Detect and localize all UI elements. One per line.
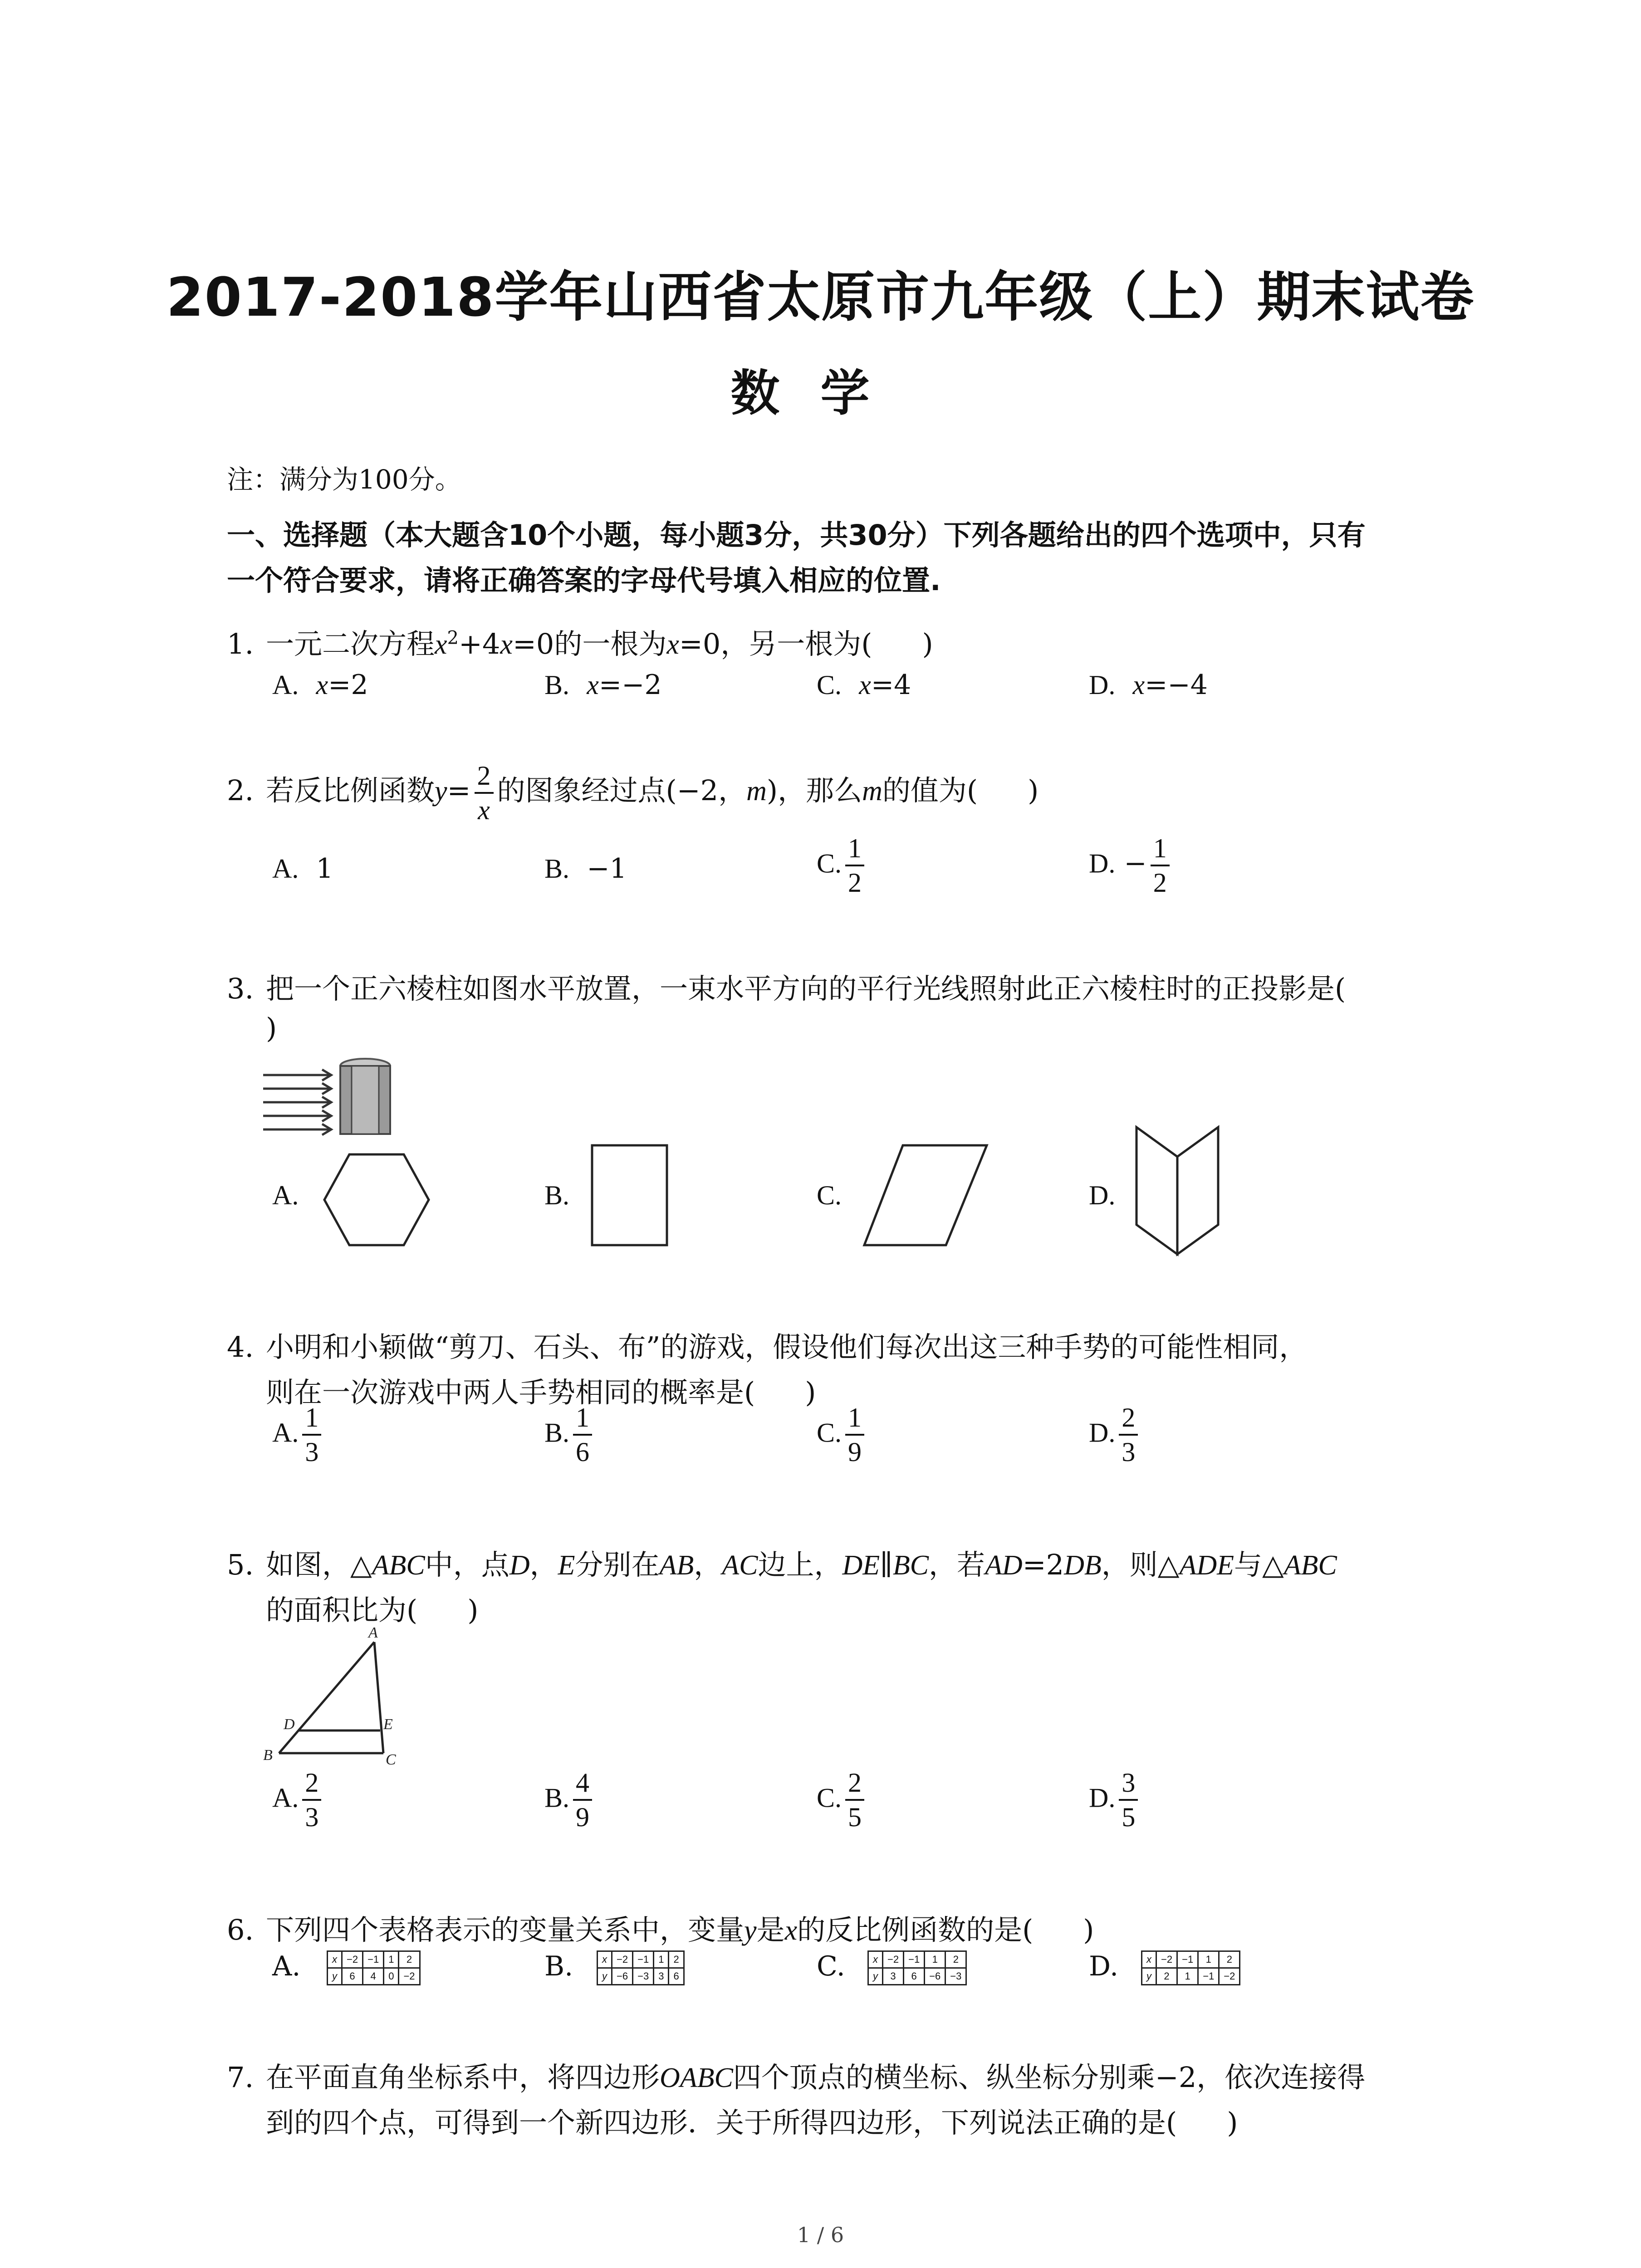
question-7-line2: 到的四个点，可得到一个新四边形．关于所得四边形，下列说法正确的是( )	[266, 2106, 1238, 2139]
triangle-figure	[263, 1624, 408, 1768]
hexagon-icon	[322, 1152, 431, 1247]
q1-text: 一元二次方程	[266, 627, 435, 660]
question-number: 3.	[227, 972, 254, 1005]
q3-option-a[interactable]: A.	[272, 1180, 299, 1210]
q1-option-a[interactable]: A. x=2	[272, 669, 368, 701]
question-4: 4. 小明和小颖做“剪刀、石头、布”的游戏，假设他们每次出这三种手势的可能性相同，	[227, 1330, 1308, 1364]
question-5-line2: 的面积比为( )	[266, 1593, 479, 1627]
q3-option-b[interactable]: B.	[544, 1180, 570, 1210]
q6-option-d-table: x −2 −1 1 2 y 2 1 −1 −2	[1141, 1950, 1240, 1985]
hex-prism-figure	[263, 1057, 413, 1139]
q4-option-d[interactable]: D. $\frac{2}{3}$	[1089, 1404, 1141, 1466]
q6-option-b-letter[interactable]: B.	[544, 1950, 573, 1982]
question-number: 7.	[227, 2061, 254, 2094]
q6-option-b-table: x −2 −1 1 2 y −6 −3 3 6	[597, 1950, 685, 1985]
rectangle-icon	[590, 1143, 671, 1247]
label-c: C	[386, 1751, 396, 1768]
question-5: 5. 如图，△ABC中，点D，E分别在AB，AC边上，DE∥BC，若AD=2DB，则△ADE与△ABC	[227, 1548, 1337, 1581]
q4-option-a[interactable]: A. $\frac{1}{3}$	[272, 1404, 325, 1466]
q1-option-b[interactable]: B. x=−2	[544, 669, 662, 701]
page-number: 1 / 6	[797, 2223, 844, 2247]
question-1: 1. 一元二次方程$x^2+4x=0$的一根为x=0，另一根为( )	[227, 627, 933, 660]
label-b: B	[263, 1747, 273, 1764]
question-6: 6. 下列四个表格表示的变量关系中，变量y是x的反比例函数的是( )	[227, 1913, 1094, 1946]
question-3: 3. 把一个正六棱柱如图水平放置，一束水平方向的平行光线照射此正六棱柱时的正投影是(	[227, 972, 1346, 1005]
question-number: 5.	[227, 1548, 254, 1581]
folded-rectangles-icon	[1134, 1125, 1220, 1256]
question-number: 2.	[227, 774, 254, 807]
q6-option-c-table: x −2 −1 1 2 y 3 6 −6 −3	[867, 1950, 967, 1985]
question-4-line2: 则在一次游戏中两人手势相同的概率是( )	[266, 1376, 816, 1409]
subject-title: 数学	[730, 365, 911, 422]
question-number: 4.	[227, 1330, 254, 1364]
question-7: 7. 在平面直角坐标系中，将四边形OABC四个顶点的横坐标、纵坐标分别乘−2，依次连接得	[227, 2061, 1366, 2094]
question-number: 6.	[227, 1913, 254, 1946]
section-heading-line2: 一个符合要求，请将正确答案的字母代号填入相应的位置.	[227, 564, 941, 597]
label-a: A	[368, 1624, 378, 1641]
q5-option-b[interactable]: B. $\frac{4}{9}$	[544, 1769, 596, 1831]
q4-option-b[interactable]: B. $\frac{1}{6}$	[544, 1404, 596, 1466]
q1-option-c[interactable]: C. x=4	[817, 669, 911, 701]
score-note: 注：满分为100分。	[227, 464, 461, 495]
q2-option-b[interactable]: B. −1	[544, 853, 627, 885]
fraction: $\frac{2}{x}$	[475, 762, 494, 824]
q6-option-c-letter[interactable]: C.	[817, 1950, 845, 1982]
exam-title: 2017-2018学年山西省太原市九年级（上）期末试卷	[166, 266, 1475, 328]
q6-option-a-table: x −2 −1 1 2 y 6 4 0 −2	[327, 1950, 421, 1985]
question-number: 1.	[227, 627, 254, 660]
question-2: 2. 若反比例函数y= $\frac{2}{x}$ 的图象经过点(−2，m)，那么m的值为( )	[227, 761, 1039, 825]
q6-option-d-letter[interactable]: D.	[1089, 1950, 1119, 1982]
q2-option-c[interactable]: C. $\frac{1}{2}$	[817, 835, 868, 896]
q1-option-d[interactable]: D. x=−4	[1089, 669, 1208, 701]
section-heading-line1: 一、选择题（本大题含10个小题，每小题3分，共30分）下列各题给出的四个选项中，只有	[227, 518, 1366, 552]
q6-option-a-letter[interactable]: A.	[272, 1950, 301, 1982]
q3-option-c[interactable]: C.	[817, 1180, 842, 1210]
parallelogram-icon	[862, 1143, 989, 1247]
q5-option-a[interactable]: A. $\frac{2}{3}$	[272, 1769, 325, 1831]
label-d: D	[284, 1716, 295, 1733]
q3-option-d[interactable]: D.	[1089, 1180, 1116, 1210]
q5-option-d[interactable]: D. $\frac{3}{5}$	[1089, 1769, 1141, 1831]
q5-option-c[interactable]: C. $\frac{2}{5}$	[817, 1769, 868, 1831]
question-3-line2: )	[266, 1012, 277, 1045]
q4-option-c[interactable]: C. $\frac{1}{9}$	[817, 1404, 868, 1466]
label-e: E	[383, 1716, 393, 1733]
q2-option-d[interactable]: D. − $\frac{1}{2}$	[1089, 835, 1173, 896]
q2-option-a[interactable]: A. 1	[272, 853, 333, 885]
